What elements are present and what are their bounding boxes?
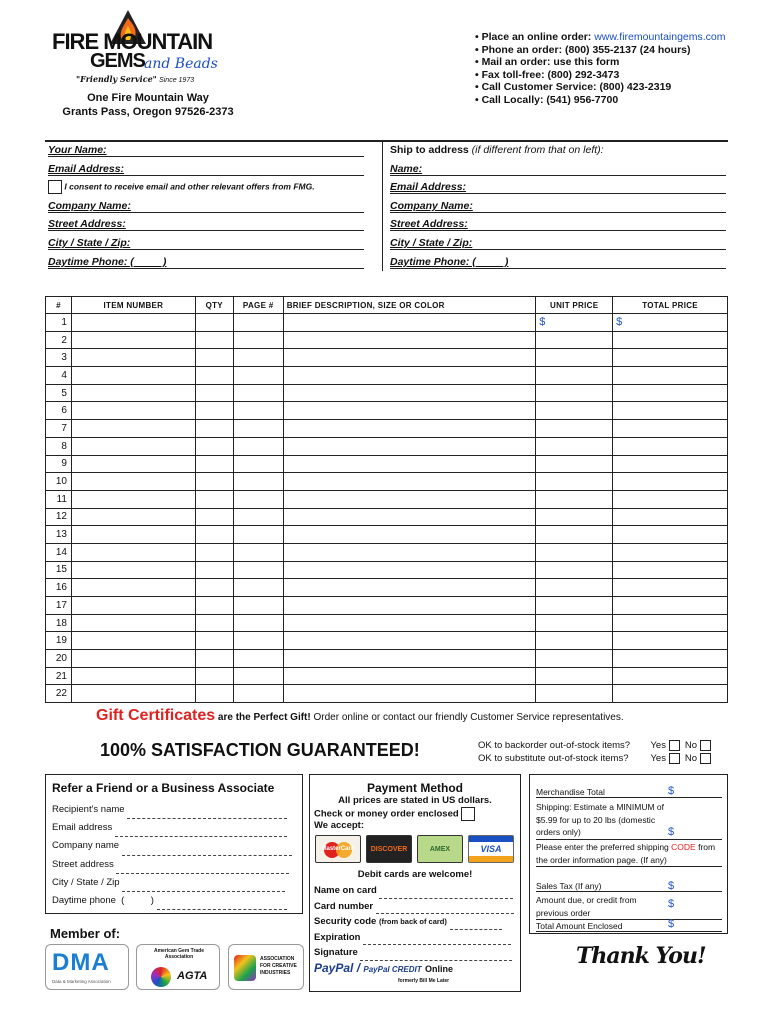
table-row: [46, 490, 728, 508]
cell-num: 6: [46, 402, 72, 420]
visa-logo: VISA: [468, 835, 514, 863]
company-street: One Fire Mountain Way: [87, 92, 209, 104]
aci-logo: [228, 944, 304, 990]
cell-page[interactable]: [233, 508, 283, 526]
credit-row[interactable]: Amount due, or credit from previous order $: [536, 894, 722, 920]
cell-qty[interactable]: [195, 367, 233, 385]
cell-desc[interactable]: [283, 314, 536, 332]
cell-page[interactable]: [233, 331, 283, 349]
cell-item[interactable]: [71, 632, 195, 650]
table-row: [46, 349, 728, 367]
ship-city-field[interactable]: City / State / Zip:: [390, 237, 726, 250]
your-name-field[interactable]: Your Name:: [48, 144, 364, 157]
cell-unit[interactable]: [536, 420, 613, 438]
cell-desc[interactable]: [283, 579, 536, 597]
cell-total[interactable]: [613, 420, 728, 438]
cell-item[interactable]: [71, 349, 195, 367]
table-row: [46, 614, 728, 632]
cell-total[interactable]: [613, 490, 728, 508]
cell-total[interactable]: [613, 331, 728, 349]
backorder-yes-label: Yes: [650, 740, 666, 751]
substitute-question: OK to substitute out-of-stock items?: [478, 753, 629, 764]
security-code-field[interactable]: Security code (from back of card): [314, 914, 514, 930]
cell-page[interactable]: [233, 614, 283, 632]
check-enclosed-label: Check or money order enclosed: [314, 808, 459, 820]
website-link[interactable]: www.firemountaingems.com: [594, 31, 726, 43]
col-page: PAGE #: [233, 297, 283, 314]
cell-unit[interactable]: [536, 543, 613, 561]
backorder-yes-checkbox[interactable]: [669, 740, 680, 751]
cell-item[interactable]: [71, 579, 195, 597]
cell-unit[interactable]: [536, 526, 613, 544]
cell-page[interactable]: [233, 473, 283, 491]
cell-total[interactable]: [613, 597, 728, 615]
gift-certificates-line: [96, 707, 624, 725]
refer-phone-field[interactable]: Daytime phone ( ): [52, 892, 292, 910]
ship-to-note: (if different from that on left):: [468, 144, 604, 156]
table-row: [46, 667, 728, 685]
payment-prices-note: All prices are stated in US dollars.: [338, 795, 492, 806]
cell-total[interactable]: [613, 367, 728, 385]
backorder-no-checkbox[interactable]: [700, 740, 711, 751]
cell-page[interactable]: [233, 367, 283, 385]
table-row: [46, 685, 728, 703]
company-field[interactable]: Company Name:: [48, 200, 364, 213]
substitute-no-checkbox[interactable]: [700, 753, 711, 764]
refer-friend-section: [45, 774, 303, 914]
cell-unit[interactable]: [536, 685, 613, 703]
table-row: [46, 367, 728, 385]
cell-unit[interactable]: [536, 331, 613, 349]
cell-num: 10: [46, 473, 72, 491]
table-row: [46, 455, 728, 473]
cell-page[interactable]: [233, 632, 283, 650]
company-city: Grants Pass, Oregon 97526-2373: [62, 106, 234, 118]
ship-company-field[interactable]: Company Name:: [390, 200, 726, 213]
cell-total[interactable]: [613, 526, 728, 544]
cell-desc[interactable]: [283, 455, 536, 473]
cell-num: 20: [46, 650, 72, 668]
cell-unit[interactable]: [536, 614, 613, 632]
cell-page[interactable]: [233, 526, 283, 544]
guarantee-heading: 100% SATISFACTION GUARANTEED!: [100, 740, 420, 760]
paypal-online-label: Online: [424, 964, 453, 974]
cell-qty[interactable]: [195, 526, 233, 544]
table-row: [46, 437, 728, 455]
cell-desc[interactable]: [283, 526, 536, 544]
cell-qty[interactable]: [195, 490, 233, 508]
refer-street-field[interactable]: Street address: [52, 856, 292, 874]
agta-logo-text: AGTA: [177, 970, 208, 982]
cell-item[interactable]: [71, 437, 195, 455]
table-row: [46, 420, 728, 438]
expiration-field[interactable]: Expiration: [314, 930, 514, 946]
dma-logo-text: DMA: [52, 949, 110, 976]
cell-page[interactable]: [233, 685, 283, 703]
backorder-options: [478, 739, 711, 765]
cell-item[interactable]: [71, 420, 195, 438]
refer-title: Refer a Friend or a Business Associate: [52, 781, 275, 795]
cell-num: 22: [46, 685, 72, 703]
paypal-logo: PayPal: [314, 961, 354, 975]
cell-unit[interactable]: [536, 314, 613, 332]
gift-title: Gift Certificates: [96, 707, 216, 724]
cell-item[interactable]: [71, 543, 195, 561]
cell-total[interactable]: [613, 579, 728, 597]
substitute-yes-checkbox[interactable]: [669, 753, 680, 764]
substitute-yes-label: Yes: [650, 753, 666, 764]
cell-num: 3: [46, 349, 72, 367]
logo-tagline: "Friendly Service": [76, 74, 157, 84]
dma-logo: [45, 944, 129, 990]
cell-qty[interactable]: [195, 473, 233, 491]
cell-unit[interactable]: [536, 561, 613, 579]
logo-since: Since 1973: [159, 77, 195, 84]
cell-num: 2: [46, 331, 72, 349]
amex-logo: AMEX: [417, 835, 463, 863]
cell-item[interactable]: [71, 490, 195, 508]
aci-logo-text: ASSOCIATION FOR CREATIVE INDUSTRIES: [260, 956, 297, 976]
cell-total[interactable]: [613, 632, 728, 650]
cell-desc[interactable]: [283, 420, 536, 438]
cell-qty[interactable]: [195, 597, 233, 615]
cell-num: 13: [46, 526, 72, 544]
cell-total[interactable]: [613, 314, 728, 332]
ship-email-field[interactable]: Email Address:: [390, 181, 726, 194]
cell-desc[interactable]: [283, 632, 536, 650]
cell-item[interactable]: [71, 614, 195, 632]
shipping-row[interactable]: Shipping: Estimate a MINIMUM of $5.99 for up to 20 lbs (domestic orders only) $: [536, 801, 722, 840]
table-row: [46, 579, 728, 597]
cell-page[interactable]: [233, 384, 283, 402]
phone-field[interactable]: Daytime Phone: ( ): [48, 256, 364, 269]
table-header-row: [46, 297, 728, 314]
table-row: [46, 331, 728, 349]
cell-num: 15: [46, 561, 72, 579]
cell-qty[interactable]: [195, 384, 233, 402]
refer-company-field[interactable]: Company name: [52, 837, 292, 855]
cell-unit[interactable]: [536, 508, 613, 526]
cell-desc[interactable]: [283, 650, 536, 668]
total-enclosed-row[interactable]: Total Amount Enclosed $: [536, 921, 722, 932]
cell-total[interactable]: [613, 473, 728, 491]
refer-email-field[interactable]: Email address: [52, 819, 292, 837]
cell-page[interactable]: [233, 455, 283, 473]
table-row: [46, 508, 728, 526]
gift-rest: Order online or contact our friendly Customer Service representatives.: [310, 712, 624, 723]
cell-unit[interactable]: [536, 650, 613, 668]
card-number-field[interactable]: Card number: [314, 899, 514, 915]
member-title: Member of:: [50, 926, 121, 941]
cell-total[interactable]: [613, 402, 728, 420]
cell-unit[interactable]: [536, 490, 613, 508]
dollar-sign: $: [539, 316, 546, 329]
consent-checkbox[interactable]: [48, 180, 62, 194]
cell-unit[interactable]: [536, 473, 613, 491]
col-qty: QTY: [195, 297, 233, 314]
col-number: #: [46, 297, 72, 314]
col-item-number: ITEM NUMBER: [71, 297, 195, 314]
name-on-card-field[interactable]: Name on card: [314, 883, 514, 899]
backorder-no-label: No: [684, 740, 698, 751]
contact-online-label: • Place an online order:: [475, 31, 595, 43]
check-enclosed-checkbox[interactable]: [461, 807, 475, 821]
cell-page[interactable]: [233, 561, 283, 579]
paypal-credit-logo: PayPal CREDIT: [363, 965, 422, 974]
backorder-question: OK to backorder out-of-stock items?: [478, 740, 631, 751]
cell-desc[interactable]: [283, 597, 536, 615]
signature-field[interactable]: Signature: [314, 945, 514, 961]
cell-unit[interactable]: [536, 402, 613, 420]
cell-num: 11: [46, 490, 72, 508]
cell-qty[interactable]: [195, 349, 233, 367]
cell-desc[interactable]: [283, 331, 536, 349]
totals-section: [529, 774, 728, 934]
cell-page[interactable]: [233, 402, 283, 420]
logo-line1: FIRE MOUNTAIN: [52, 29, 213, 54]
cell-qty[interactable]: [195, 685, 233, 703]
table-row: [46, 632, 728, 650]
payment-title: Payment Method: [366, 781, 463, 795]
cell-total[interactable]: [613, 650, 728, 668]
cell-num: 1: [46, 314, 72, 332]
table-row: [46, 561, 728, 579]
cell-qty[interactable]: [195, 455, 233, 473]
table-row: [46, 650, 728, 668]
col-unit-price: UNIT PRICE: [536, 297, 613, 314]
cell-unit[interactable]: [536, 632, 613, 650]
sales-tax-row[interactable]: Sales Tax (If any) $: [536, 881, 722, 892]
ship-street-field[interactable]: Street Address:: [390, 218, 726, 231]
cell-item[interactable]: [71, 314, 195, 332]
contact-fax: • Fax toll-free: (800) 292-3473: [475, 68, 620, 81]
company-logo: [52, 10, 242, 84]
cell-item[interactable]: [71, 685, 195, 703]
cell-qty[interactable]: [195, 331, 233, 349]
cell-qty[interactable]: [195, 402, 233, 420]
shipping-code-row[interactable]: Please enter the preferred shipping CODE from the order information page. (If any): [536, 841, 722, 867]
we-accept-label: We accept:: [314, 820, 364, 831]
table-row: [46, 314, 728, 332]
cell-num: 18: [46, 614, 72, 632]
refer-city-field[interactable]: City / State / Zip: [52, 874, 292, 892]
refer-recipient-field[interactable]: Recipient's name: [52, 801, 292, 819]
cell-page[interactable]: [233, 437, 283, 455]
debit-note: Debit cards are welcome!: [357, 869, 473, 880]
contact-mail: • Mail an order: use this form: [475, 56, 620, 69]
cell-desc[interactable]: [283, 437, 536, 455]
cell-num: 5: [46, 384, 72, 402]
ship-to-heading: Ship to address: [390, 144, 469, 156]
contact-customer-service: • Call Customer Service: (800) 423-2319: [475, 81, 672, 94]
cell-num: 17: [46, 597, 72, 615]
cell-num: 9: [46, 455, 72, 473]
cell-item[interactable]: [71, 526, 195, 544]
agta-logo-top: American Gem Trade Association: [153, 948, 205, 960]
cell-qty[interactable]: [195, 508, 233, 526]
contact-list: [475, 31, 726, 107]
agta-logo: [136, 944, 220, 990]
cell-num: 8: [46, 437, 72, 455]
dma-logo-sub: Data & Marketing Association: [52, 979, 111, 984]
cell-item[interactable]: [71, 331, 195, 349]
cell-num: 19: [46, 632, 72, 650]
cell-num: 14: [46, 543, 72, 561]
cell-total[interactable]: [613, 437, 728, 455]
cell-num: 16: [46, 579, 72, 597]
cell-item[interactable]: [71, 402, 195, 420]
cell-qty[interactable]: [195, 650, 233, 668]
paypal-formerly-note: formerly Bill Me Later: [398, 978, 450, 984]
cell-page[interactable]: [233, 314, 283, 332]
cell-desc[interactable]: [283, 508, 536, 526]
cell-qty[interactable]: [195, 314, 233, 332]
cell-desc[interactable]: [283, 667, 536, 685]
gift-bold: are the Perfect Gift!: [215, 712, 311, 723]
cell-total[interactable]: [613, 384, 728, 402]
cell-item[interactable]: [71, 561, 195, 579]
mastercard-logo: MasterCard: [315, 835, 361, 863]
cell-total[interactable]: [613, 614, 728, 632]
cell-total[interactable]: [613, 561, 728, 579]
cell-qty[interactable]: [195, 437, 233, 455]
cell-qty[interactable]: [195, 667, 233, 685]
consent-label: I consent to receive email and other relevant offers from FMG.: [64, 181, 315, 192]
cell-desc[interactable]: [283, 543, 536, 561]
cell-unit[interactable]: [536, 367, 613, 385]
cell-unit[interactable]: [536, 597, 613, 615]
cell-total[interactable]: [613, 508, 728, 526]
table-row: [46, 543, 728, 561]
cell-item[interactable]: [71, 455, 195, 473]
table-row: [46, 597, 728, 615]
cell-item[interactable]: [71, 650, 195, 668]
order-items-table: [45, 296, 728, 703]
cell-unit[interactable]: [536, 384, 613, 402]
payment-method-section: Payment Method All prices are stated in US dollars. Check or money order enclosed We accept: MasterCard DISCOVER AMEX VISA Debit cards are welcome! Name on card Card number Security code (from back of card) Expiration Signature PayPal / PayPal CREDIT Online formerly Bill Me Later: [309, 774, 521, 992]
cell-num: 4: [46, 367, 72, 385]
dollar-sign: $: [616, 316, 623, 329]
cell-desc[interactable]: [283, 367, 536, 385]
cell-item[interactable]: [71, 384, 195, 402]
cell-qty[interactable]: [195, 561, 233, 579]
cell-desc[interactable]: [283, 614, 536, 632]
table-row: [46, 526, 728, 544]
cell-page[interactable]: [233, 490, 283, 508]
cell-total[interactable]: [613, 543, 728, 561]
city-field[interactable]: City / State / Zip:: [48, 237, 364, 250]
street-field[interactable]: Street Address:: [48, 218, 364, 231]
contact-local: • Call Locally: (541) 956-7700: [475, 93, 619, 106]
cell-item[interactable]: [71, 367, 195, 385]
cell-qty[interactable]: [195, 614, 233, 632]
ship-phone-field[interactable]: Daytime Phone: ( ): [390, 256, 726, 269]
cell-desc[interactable]: [283, 349, 536, 367]
cell-item[interactable]: [71, 473, 195, 491]
cell-unit[interactable]: [536, 667, 613, 685]
cell-unit[interactable]: [536, 579, 613, 597]
contact-phone: • Phone an order: (800) 355-2137 (24 hours): [475, 43, 691, 56]
cell-total[interactable]: [613, 667, 728, 685]
cell-page[interactable]: [233, 597, 283, 615]
cell-page[interactable]: [233, 420, 283, 438]
cell-qty[interactable]: [195, 579, 233, 597]
cell-page[interactable]: [233, 667, 283, 685]
col-total-price: TOTAL PRICE: [613, 297, 728, 314]
cell-desc[interactable]: [283, 473, 536, 491]
cell-num: 7: [46, 420, 72, 438]
cell-total[interactable]: [613, 349, 728, 367]
logo-line2: GEMS: [90, 50, 145, 72]
cell-desc[interactable]: [283, 384, 536, 402]
cell-total[interactable]: [613, 455, 728, 473]
cell-qty[interactable]: [195, 543, 233, 561]
col-description: BRIEF DESCRIPTION, SIZE OR COLOR: [283, 297, 536, 314]
cell-item[interactable]: [71, 597, 195, 615]
table-row: [46, 384, 728, 402]
cell-page[interactable]: [233, 650, 283, 668]
cell-desc[interactable]: [283, 685, 536, 703]
logo-and-beads: and Beads: [144, 56, 218, 72]
cell-item[interactable]: [71, 508, 195, 526]
cell-num: 21: [46, 667, 72, 685]
cell-total[interactable]: [613, 685, 728, 703]
cell-desc[interactable]: [283, 561, 536, 579]
cell-item[interactable]: [71, 667, 195, 685]
email-field[interactable]: Email Address:: [48, 163, 364, 176]
cell-qty[interactable]: [195, 632, 233, 650]
cell-unit[interactable]: [536, 349, 613, 367]
cell-unit[interactable]: [536, 437, 613, 455]
cell-num: 12: [46, 508, 72, 526]
discover-logo: DISCOVER: [366, 835, 412, 863]
substitute-no-label: No: [684, 753, 698, 764]
cell-page[interactable]: [233, 579, 283, 597]
cell-page[interactable]: [233, 349, 283, 367]
merchandise-total-row[interactable]: Merchandise Total $: [536, 787, 722, 798]
cell-qty[interactable]: [195, 420, 233, 438]
ship-name-field[interactable]: Name:: [390, 163, 726, 176]
table-row: [46, 402, 728, 420]
cell-unit[interactable]: [536, 455, 613, 473]
thank-you-text: Thank You!: [576, 943, 706, 969]
cell-desc[interactable]: [283, 402, 536, 420]
cell-desc[interactable]: [283, 490, 536, 508]
cell-page[interactable]: [233, 543, 283, 561]
table-row: [46, 473, 728, 491]
